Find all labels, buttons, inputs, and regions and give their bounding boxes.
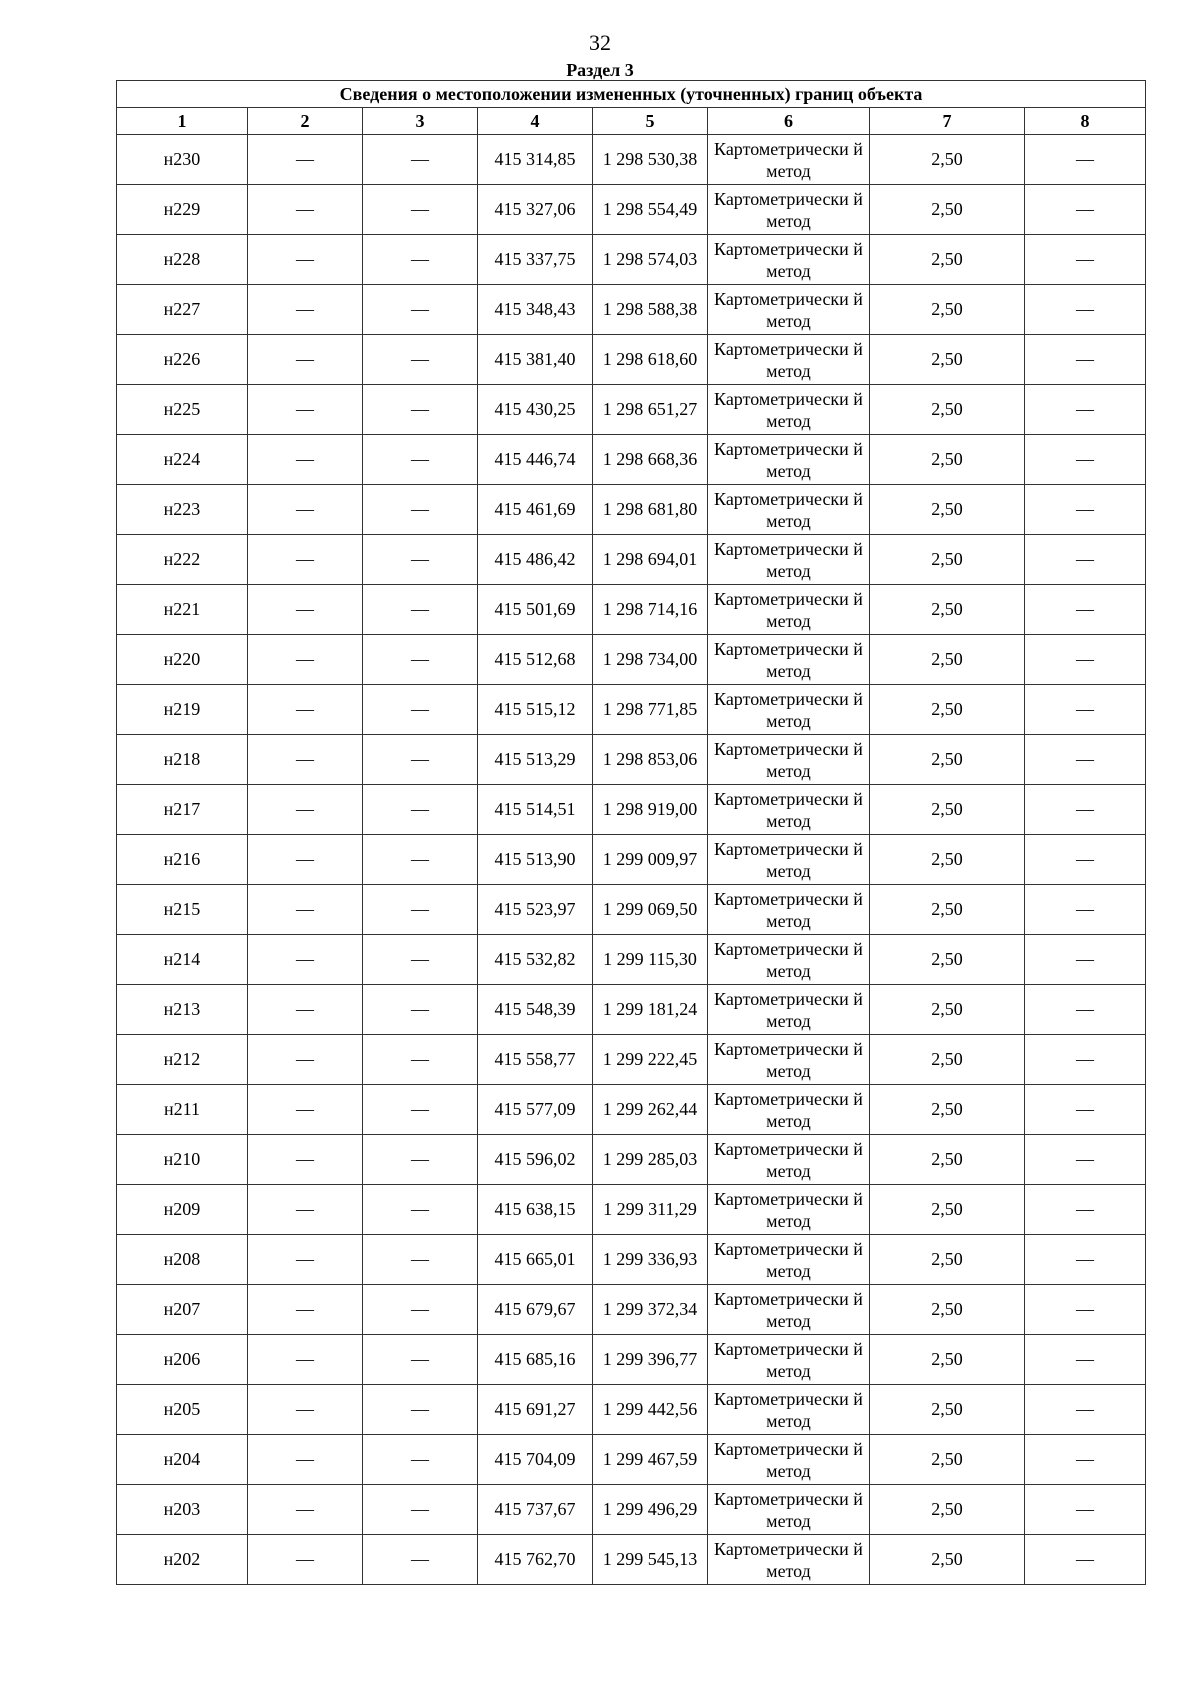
table-cell: —	[1025, 735, 1146, 785]
column-number: 5	[593, 108, 708, 135]
table-cell: —	[363, 1485, 478, 1535]
accuracy-cell: 2,50	[870, 135, 1025, 185]
x-coordinate-cell: 415 737,67	[478, 1485, 593, 1535]
y-coordinate-cell: 1 298 919,00	[593, 785, 708, 835]
table-body	[117, 135, 1146, 1585]
accuracy-cell: 2,50	[870, 1485, 1025, 1535]
table-cell: —	[1025, 1535, 1146, 1585]
table-row	[117, 385, 1146, 435]
method-cell: Картометрически й метод	[708, 685, 870, 735]
method-cell: Картометрически й метод	[708, 1035, 870, 1085]
y-coordinate-cell: 1 298 668,36	[593, 435, 708, 485]
table-cell: —	[1025, 485, 1146, 535]
y-coordinate-cell: 1 299 069,50	[593, 885, 708, 935]
table-cell: —	[363, 735, 478, 785]
point-name-cell: н218	[117, 735, 248, 785]
point-name-cell: н212	[117, 1035, 248, 1085]
table-cell: —	[248, 1335, 363, 1385]
accuracy-cell: 2,50	[870, 685, 1025, 735]
table-cell: —	[248, 885, 363, 935]
accuracy-cell: 2,50	[870, 835, 1025, 885]
y-coordinate-cell: 1 298 618,60	[593, 335, 708, 385]
accuracy-cell: 2,50	[870, 1535, 1025, 1585]
accuracy-cell: 2,50	[870, 1335, 1025, 1385]
table-cell: —	[248, 1135, 363, 1185]
table-row	[117, 435, 1146, 485]
table-cell: —	[248, 935, 363, 985]
table-cell: —	[363, 1185, 478, 1235]
point-name-cell: н203	[117, 1485, 248, 1535]
method-cell: Картометрически й метод	[708, 1135, 870, 1185]
accuracy-cell: 2,50	[870, 635, 1025, 685]
table-cell: —	[248, 985, 363, 1035]
point-name-cell: н222	[117, 535, 248, 585]
table-cell: —	[363, 685, 478, 735]
table-cell: —	[363, 1335, 478, 1385]
method-cell: Картометрически й метод	[708, 835, 870, 885]
point-name-cell: н208	[117, 1235, 248, 1285]
table-row	[117, 685, 1146, 735]
table-row	[117, 485, 1146, 535]
x-coordinate-cell: 415 337,75	[478, 235, 593, 285]
table-cell: —	[248, 1435, 363, 1485]
table-cell: —	[248, 285, 363, 335]
y-coordinate-cell: 1 299 545,13	[593, 1535, 708, 1585]
y-coordinate-cell: 1 298 771,85	[593, 685, 708, 735]
table-cell: —	[363, 935, 478, 985]
method-cell: Картометрически й метод	[708, 735, 870, 785]
x-coordinate-cell: 415 501,69	[478, 585, 593, 635]
method-cell: Картометрически й метод	[708, 1385, 870, 1435]
table-cell: —	[363, 835, 478, 885]
method-cell: Картометрически й метод	[708, 1235, 870, 1285]
table-cell: —	[1025, 1035, 1146, 1085]
table-cell: —	[248, 385, 363, 435]
accuracy-cell: 2,50	[870, 1235, 1025, 1285]
x-coordinate-cell: 415 446,74	[478, 435, 593, 485]
x-coordinate-cell: 415 704,09	[478, 1435, 593, 1485]
table-row	[117, 535, 1146, 585]
accuracy-cell: 2,50	[870, 735, 1025, 785]
y-coordinate-cell: 1 298 734,00	[593, 635, 708, 685]
method-cell: Картометрически й метод	[708, 1285, 870, 1335]
accuracy-cell: 2,50	[870, 185, 1025, 235]
point-name-cell: н214	[117, 935, 248, 985]
x-coordinate-cell: 415 532,82	[478, 935, 593, 985]
x-coordinate-cell: 415 461,69	[478, 485, 593, 535]
page-number: 32	[589, 30, 611, 55]
x-coordinate-cell: 415 514,51	[478, 785, 593, 835]
table-cell: —	[1025, 885, 1146, 935]
table-cell: —	[1025, 1385, 1146, 1435]
y-coordinate-cell: 1 299 396,77	[593, 1335, 708, 1385]
point-name-cell: н205	[117, 1385, 248, 1435]
y-coordinate-cell: 1 298 574,03	[593, 235, 708, 285]
y-coordinate-cell: 1 298 588,38	[593, 285, 708, 335]
accuracy-cell: 2,50	[870, 535, 1025, 585]
x-coordinate-cell: 415 381,40	[478, 335, 593, 385]
column-number: 8	[1025, 108, 1146, 135]
table-cell: —	[248, 1385, 363, 1435]
x-coordinate-cell: 415 348,43	[478, 285, 593, 335]
table-cell: —	[248, 435, 363, 485]
table-cell: —	[363, 1285, 478, 1335]
table-row	[117, 235, 1146, 285]
accuracy-cell: 2,50	[870, 1035, 1025, 1085]
table-caption: Сведения о местоположении измененных (уточненных) границ объекта	[117, 81, 1146, 108]
y-coordinate-cell: 1 299 009,97	[593, 835, 708, 885]
y-coordinate-cell: 1 298 694,01	[593, 535, 708, 585]
table-cell: —	[248, 1285, 363, 1335]
column-number: 6	[708, 108, 870, 135]
table-cell: —	[248, 785, 363, 835]
column-number: 3	[363, 108, 478, 135]
table-cell: —	[363, 1535, 478, 1585]
y-coordinate-cell: 1 299 372,34	[593, 1285, 708, 1335]
table-row	[117, 735, 1146, 785]
point-name-cell: н204	[117, 1435, 248, 1485]
accuracy-cell: 2,50	[870, 285, 1025, 335]
table-cell: —	[1025, 635, 1146, 685]
accuracy-cell: 2,50	[870, 985, 1025, 1035]
table-cell: —	[1025, 385, 1146, 435]
method-cell: Картометрически й метод	[708, 1485, 870, 1535]
table-cell: —	[248, 635, 363, 685]
table-cell: —	[248, 1185, 363, 1235]
point-name-cell: н202	[117, 1535, 248, 1585]
table-row	[117, 135, 1146, 185]
table-cell: —	[1025, 1085, 1146, 1135]
method-cell: Картометрически й метод	[708, 235, 870, 285]
y-coordinate-cell: 1 298 651,27	[593, 385, 708, 435]
table-cell: —	[1025, 135, 1146, 185]
method-cell: Картометрически й метод	[708, 585, 870, 635]
x-coordinate-cell: 415 523,97	[478, 885, 593, 935]
table-cell: —	[1025, 1235, 1146, 1285]
y-coordinate-cell: 1 299 311,29	[593, 1185, 708, 1235]
y-coordinate-cell: 1 298 681,80	[593, 485, 708, 535]
y-coordinate-cell: 1 299 115,30	[593, 935, 708, 985]
table-cell: —	[1025, 585, 1146, 635]
table-cell: —	[363, 585, 478, 635]
column-number: 1	[117, 108, 248, 135]
table-cell: —	[1025, 1485, 1146, 1535]
point-name-cell: н216	[117, 835, 248, 885]
table-cell: —	[363, 1035, 478, 1085]
method-cell: Картометрически й метод	[708, 1435, 870, 1485]
point-name-cell: н223	[117, 485, 248, 535]
method-cell: Картометрически й метод	[708, 1335, 870, 1385]
x-coordinate-cell: 415 548,39	[478, 985, 593, 1035]
table-cell: —	[363, 385, 478, 435]
accuracy-cell: 2,50	[870, 1435, 1025, 1485]
point-name-cell: н206	[117, 1335, 248, 1385]
table-row	[117, 635, 1146, 685]
column-number: 2	[248, 108, 363, 135]
point-name-cell: н217	[117, 785, 248, 835]
table-cell: —	[248, 1235, 363, 1285]
accuracy-cell: 2,50	[870, 785, 1025, 835]
point-name-cell: н230	[117, 135, 248, 185]
method-cell: Картометрически й метод	[708, 535, 870, 585]
point-name-cell: н210	[117, 1135, 248, 1185]
x-coordinate-cell: 415 512,68	[478, 635, 593, 685]
table-row	[117, 185, 1146, 235]
table-cell: —	[363, 885, 478, 935]
accuracy-cell: 2,50	[870, 935, 1025, 985]
table-cell: —	[248, 185, 363, 235]
y-coordinate-cell: 1 299 467,59	[593, 1435, 708, 1485]
table-cell: —	[1025, 1435, 1146, 1485]
y-coordinate-cell: 1 299 262,44	[593, 1085, 708, 1135]
y-coordinate-cell: 1 299 336,93	[593, 1235, 708, 1285]
x-coordinate-cell: 415 515,12	[478, 685, 593, 735]
table-cell: —	[363, 285, 478, 335]
point-name-cell: н211	[117, 1085, 248, 1135]
table-row	[117, 1185, 1146, 1235]
table-cell: —	[248, 585, 363, 635]
table-cell: —	[363, 335, 478, 385]
table-cell: —	[1025, 935, 1146, 985]
table-cell: —	[363, 135, 478, 185]
table-cell: —	[248, 485, 363, 535]
method-cell: Картометрически й метод	[708, 1535, 870, 1585]
point-name-cell: н225	[117, 385, 248, 435]
table-cell: —	[1025, 985, 1146, 1035]
table-cell: —	[1025, 785, 1146, 835]
table-cell: —	[248, 135, 363, 185]
table-cell: —	[1025, 1335, 1146, 1385]
table-row	[117, 785, 1146, 835]
x-coordinate-cell: 415 430,25	[478, 385, 593, 435]
y-coordinate-cell: 1 298 853,06	[593, 735, 708, 785]
method-cell: Картометрически й метод	[708, 935, 870, 985]
y-coordinate-cell: 1 298 714,16	[593, 585, 708, 635]
point-name-cell: н213	[117, 985, 248, 1035]
table-row	[117, 935, 1146, 985]
point-name-cell: н219	[117, 685, 248, 735]
table-row	[117, 885, 1146, 935]
table-row	[117, 1085, 1146, 1135]
table-cell: —	[1025, 235, 1146, 285]
accuracy-cell: 2,50	[870, 435, 1025, 485]
point-name-cell: н209	[117, 1185, 248, 1235]
table-cell: —	[363, 785, 478, 835]
table-row	[117, 1135, 1146, 1185]
section-title: Раздел 3	[566, 60, 634, 80]
point-name-cell: н224	[117, 435, 248, 485]
table-row	[117, 1235, 1146, 1285]
point-name-cell: н229	[117, 185, 248, 235]
x-coordinate-cell: 415 685,16	[478, 1335, 593, 1385]
table-cell: —	[363, 635, 478, 685]
table-cell: —	[363, 1085, 478, 1135]
table-cell: —	[1025, 435, 1146, 485]
point-name-cell: н215	[117, 885, 248, 935]
table-cell: —	[248, 835, 363, 885]
table-cell: —	[1025, 1285, 1146, 1335]
table-cell: —	[363, 1435, 478, 1485]
method-cell: Картометрически й метод	[708, 985, 870, 1035]
x-coordinate-cell: 415 638,15	[478, 1185, 593, 1235]
accuracy-cell: 2,50	[870, 1185, 1025, 1235]
table-cell: —	[248, 1035, 363, 1085]
table-cell: —	[248, 685, 363, 735]
table-cell: —	[1025, 1185, 1146, 1235]
method-cell: Картометрически й метод	[708, 285, 870, 335]
table-cell: —	[363, 1385, 478, 1435]
column-number-row	[117, 108, 1146, 135]
table-cell: —	[363, 535, 478, 585]
method-cell: Картометрически й метод	[708, 485, 870, 535]
table-cell: —	[248, 1085, 363, 1135]
table-cell: —	[363, 435, 478, 485]
table-cell: —	[1025, 835, 1146, 885]
table-cell: —	[363, 235, 478, 285]
accuracy-cell: 2,50	[870, 1135, 1025, 1185]
table-cell: —	[1025, 185, 1146, 235]
method-cell: Картометрически й метод	[708, 885, 870, 935]
method-cell: Картометрически й метод	[708, 185, 870, 235]
table-cell: —	[1025, 685, 1146, 735]
y-coordinate-cell: 1 299 222,45	[593, 1035, 708, 1085]
table-row	[117, 1485, 1146, 1535]
table-cell: —	[248, 335, 363, 385]
table-row	[117, 835, 1146, 885]
x-coordinate-cell: 415 513,29	[478, 735, 593, 785]
table-cell: —	[363, 185, 478, 235]
x-coordinate-cell: 415 327,06	[478, 185, 593, 235]
accuracy-cell: 2,50	[870, 385, 1025, 435]
column-number: 4	[478, 108, 593, 135]
table-row	[117, 1385, 1146, 1435]
x-coordinate-cell: 415 577,09	[478, 1085, 593, 1135]
method-cell: Картометрически й метод	[708, 335, 870, 385]
point-name-cell: н207	[117, 1285, 248, 1335]
table-row	[117, 1435, 1146, 1485]
x-coordinate-cell: 415 314,85	[478, 135, 593, 185]
point-name-cell: н221	[117, 585, 248, 635]
table-row	[117, 1335, 1146, 1385]
table-row	[117, 985, 1146, 1035]
y-coordinate-cell: 1 298 554,49	[593, 185, 708, 235]
point-name-cell: н220	[117, 635, 248, 685]
table-cell: —	[363, 485, 478, 535]
table-cell: —	[363, 1135, 478, 1185]
accuracy-cell: 2,50	[870, 885, 1025, 935]
column-number: 7	[870, 108, 1025, 135]
table-row	[117, 285, 1146, 335]
table-cell: —	[248, 1535, 363, 1585]
y-coordinate-cell: 1 299 442,56	[593, 1385, 708, 1435]
x-coordinate-cell: 415 558,77	[478, 1035, 593, 1085]
table-row	[117, 1535, 1146, 1585]
x-coordinate-cell: 415 596,02	[478, 1135, 593, 1185]
table-cell: —	[248, 235, 363, 285]
x-coordinate-cell: 415 691,27	[478, 1385, 593, 1435]
accuracy-cell: 2,50	[870, 1285, 1025, 1335]
y-coordinate-cell: 1 299 285,03	[593, 1135, 708, 1185]
method-cell: Картометрически й метод	[708, 385, 870, 435]
table-row	[117, 1285, 1146, 1335]
method-cell: Картометрически й метод	[708, 635, 870, 685]
table-cell: —	[248, 735, 363, 785]
x-coordinate-cell: 415 679,67	[478, 1285, 593, 1335]
table-cell: —	[363, 1235, 478, 1285]
x-coordinate-cell: 415 513,90	[478, 835, 593, 885]
point-name-cell: н227	[117, 285, 248, 335]
accuracy-cell: 2,50	[870, 485, 1025, 535]
table-row	[117, 1035, 1146, 1085]
method-cell: Картометрически й метод	[708, 785, 870, 835]
y-coordinate-cell: 1 299 181,24	[593, 985, 708, 1035]
accuracy-cell: 2,50	[870, 585, 1025, 635]
point-name-cell: н226	[117, 335, 248, 385]
method-cell: Картометрически й метод	[708, 1185, 870, 1235]
table-cell: —	[248, 1485, 363, 1535]
method-cell: Картометрически й метод	[708, 1085, 870, 1135]
table-cell: —	[1025, 535, 1146, 585]
table-cell: —	[1025, 335, 1146, 385]
accuracy-cell: 2,50	[870, 335, 1025, 385]
table-cell: —	[1025, 1135, 1146, 1185]
method-cell: Картометрически й метод	[708, 135, 870, 185]
table-row	[117, 335, 1146, 385]
accuracy-cell: 2,50	[870, 235, 1025, 285]
table-cell: —	[248, 535, 363, 585]
point-name-cell: н228	[117, 235, 248, 285]
table-cell: —	[1025, 285, 1146, 335]
method-cell: Картометрически й метод	[708, 435, 870, 485]
boundary-coordinates-table	[116, 80, 1146, 1585]
table-cell: —	[363, 985, 478, 1035]
accuracy-cell: 2,50	[870, 1085, 1025, 1135]
table-row	[117, 585, 1146, 635]
accuracy-cell: 2,50	[870, 1385, 1025, 1435]
y-coordinate-cell: 1 299 496,29	[593, 1485, 708, 1535]
y-coordinate-cell: 1 298 530,38	[593, 135, 708, 185]
x-coordinate-cell: 415 665,01	[478, 1235, 593, 1285]
x-coordinate-cell: 415 486,42	[478, 535, 593, 585]
x-coordinate-cell: 415 762,70	[478, 1535, 593, 1585]
